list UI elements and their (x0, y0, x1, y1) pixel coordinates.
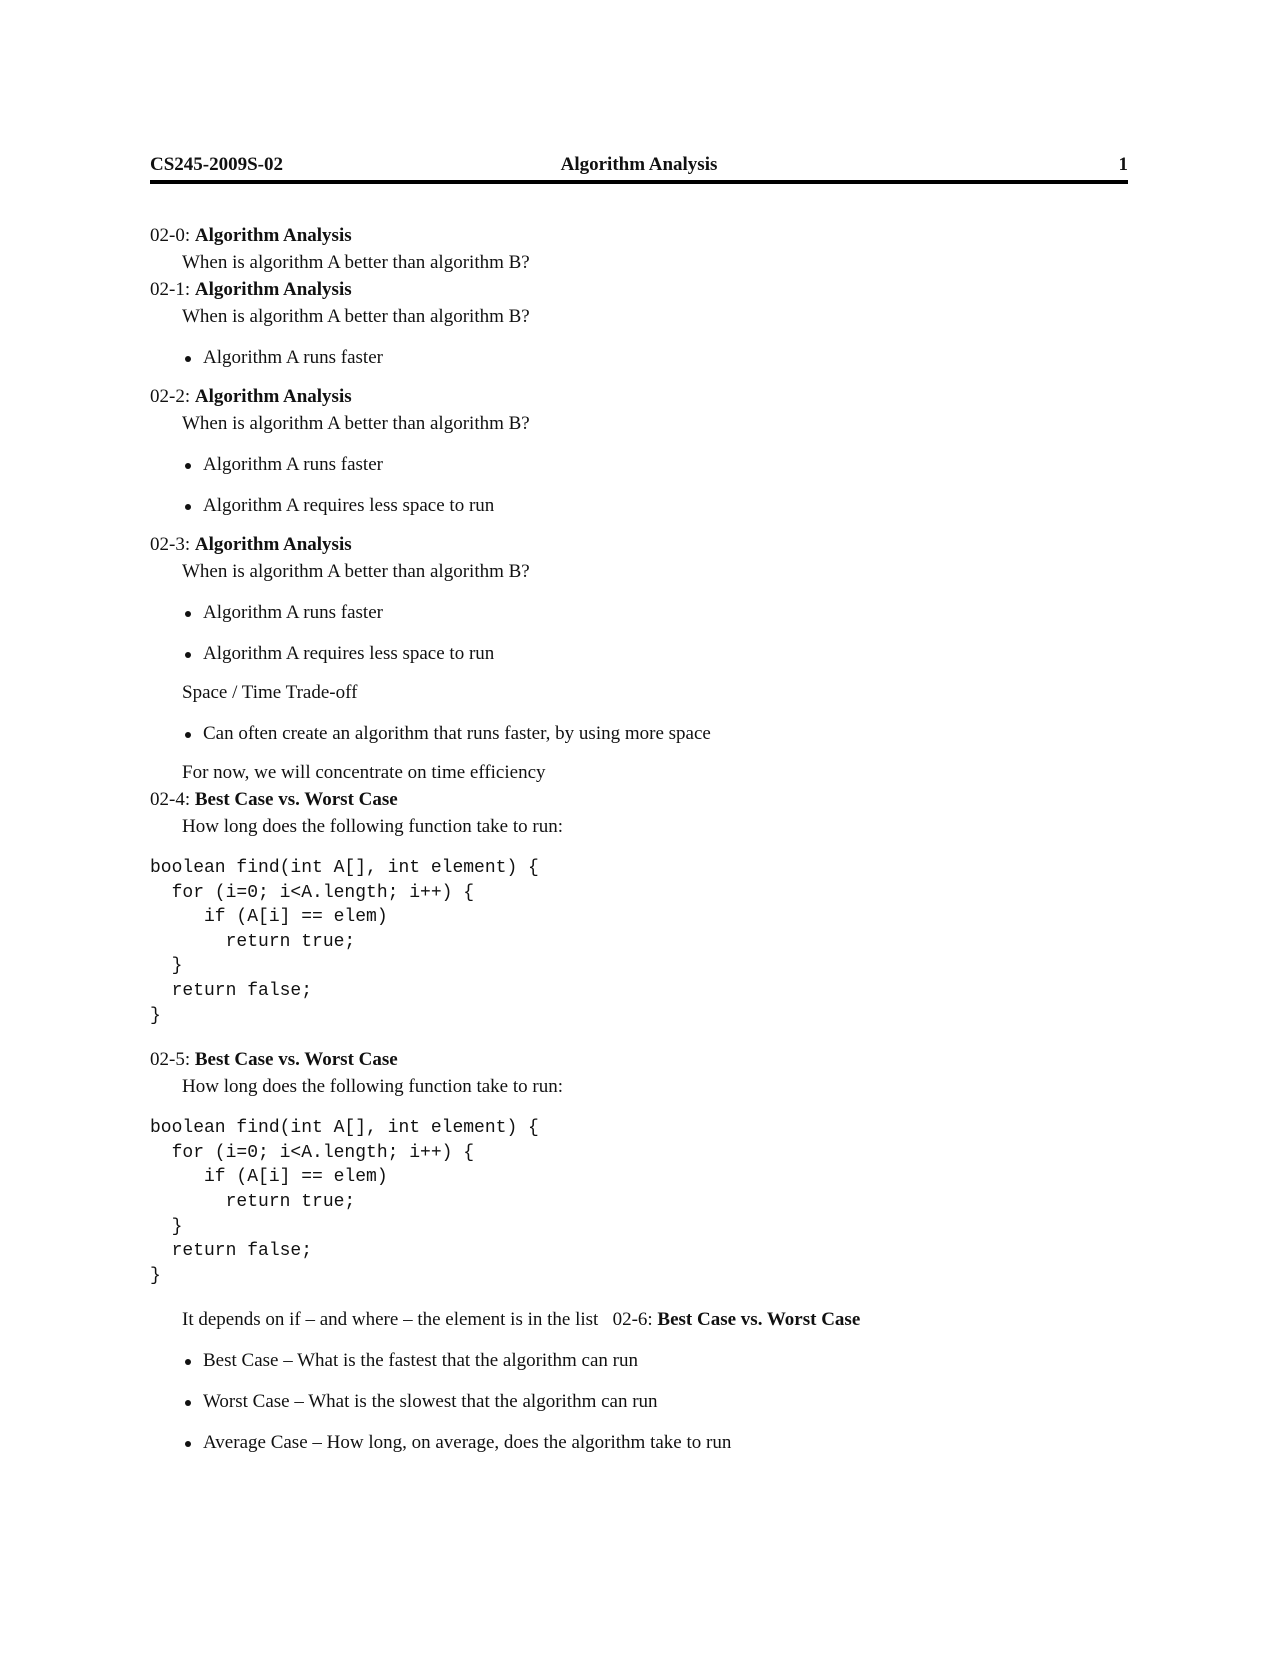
bullet-icon (185, 732, 191, 738)
section-number: 02-6: (612, 1309, 653, 1331)
bullet-icon (185, 611, 191, 617)
section-number: 02-5: (150, 1049, 191, 1071)
section-question: When is algorithm A better than algorithm B? (182, 561, 530, 582)
section-heading (150, 1046, 1128, 1073)
list-item: Worst Case – What is the slowest that the algorithm can run (182, 1388, 1128, 1415)
code-block: boolean find(int A[], int element) { for (i=0; i<A.length; i++) { if (A[i] == elem) return true; } return false; } (150, 1118, 539, 1286)
section-number: 02-1: (150, 279, 191, 300)
section-title: Best Case vs. Worst Case (194, 1049, 398, 1071)
section-question: How long does the following function take to run: (182, 1076, 563, 1098)
list-item: Can often create an algorithm that runs faster, by using more space (182, 720, 1128, 747)
code-block: boolean find(int A[], int element) { for (i=0; i<A.length; i++) { if (A[i] == elem) return true; } return false; } (150, 858, 539, 1026)
section-title: Best Case vs. Worst Case (657, 1309, 861, 1331)
section-number: 02-3: (150, 534, 191, 555)
bullet-list (182, 451, 1128, 519)
section-title: Algorithm Analysis (194, 534, 352, 555)
section-title: Best Case vs. Worst Case (194, 789, 398, 810)
list-item: Algorithm A runs faster (182, 599, 1128, 626)
section-title: Algorithm Analysis (194, 225, 352, 246)
section-number: 02-4: (150, 789, 191, 810)
bullet-icon (185, 504, 191, 510)
section-heading (150, 383, 1128, 410)
bullet-icon (185, 1400, 191, 1406)
section-number: 02-2: (150, 386, 191, 407)
section-02-5 (150, 1046, 1128, 1456)
document-title: Algorithm Analysis (560, 154, 718, 175)
section-02-2 (150, 383, 1128, 519)
bullet-icon (185, 1441, 191, 1447)
closing-text: For now, we will concentrate on time efficiency (182, 762, 546, 783)
section-title: Algorithm Analysis (194, 386, 352, 407)
section-question: When is algorithm A better than algorithm B? (182, 413, 530, 434)
section-02-1 (150, 276, 1128, 371)
section-02-0 (150, 222, 1128, 276)
section-number: 02-0: (150, 225, 191, 246)
section-heading (150, 222, 1128, 249)
section-02-4 (150, 786, 1128, 1028)
bullet-icon (185, 652, 191, 658)
section-02-3 (150, 531, 1128, 786)
section-heading (150, 276, 1128, 303)
bullet-list (182, 344, 1128, 371)
course-code: CS245-2009S-02 (150, 154, 284, 175)
page-header (150, 153, 1128, 177)
page-number: 1 (1118, 154, 1128, 175)
list-item: Algorithm A requires less space to run (182, 640, 1128, 667)
bullet-icon (185, 1359, 191, 1365)
bullet-icon (185, 463, 191, 469)
section-title: Algorithm Analysis (194, 279, 352, 300)
section-heading (150, 786, 1128, 813)
section-question: How long does the following function take to run: (182, 816, 563, 837)
section-question: When is algorithm A better than algorithm B? (182, 306, 530, 327)
document-page (150, 0, 1128, 1656)
list-item: Average Case – How long, on average, does the algorithm take to run (182, 1429, 1128, 1456)
section-heading (150, 531, 1128, 558)
bullet-icon (185, 356, 191, 362)
list-item: Algorithm A requires less space to run (182, 492, 1128, 519)
section-02-6-heading (603, 1309, 860, 1330)
bullet-list (182, 599, 1128, 667)
bullet-list (182, 1347, 1128, 1456)
bullet-list (182, 720, 1128, 747)
tradeoff-heading: Space / Time Trade-off (182, 682, 358, 703)
section-question: When is algorithm A better than algorithm B? (182, 252, 530, 273)
document-body (150, 222, 1128, 1468)
list-item: Algorithm A runs faster (182, 344, 1128, 371)
list-item: Best Case – What is the fastest that the algorithm can run (182, 1347, 1128, 1374)
list-item: Algorithm A runs faster (182, 451, 1128, 478)
header-rule (150, 180, 1128, 184)
answer-text: It depends on if – and where – the element is in the list 02-6: Best Case vs. Worst Case (182, 1309, 861, 1331)
